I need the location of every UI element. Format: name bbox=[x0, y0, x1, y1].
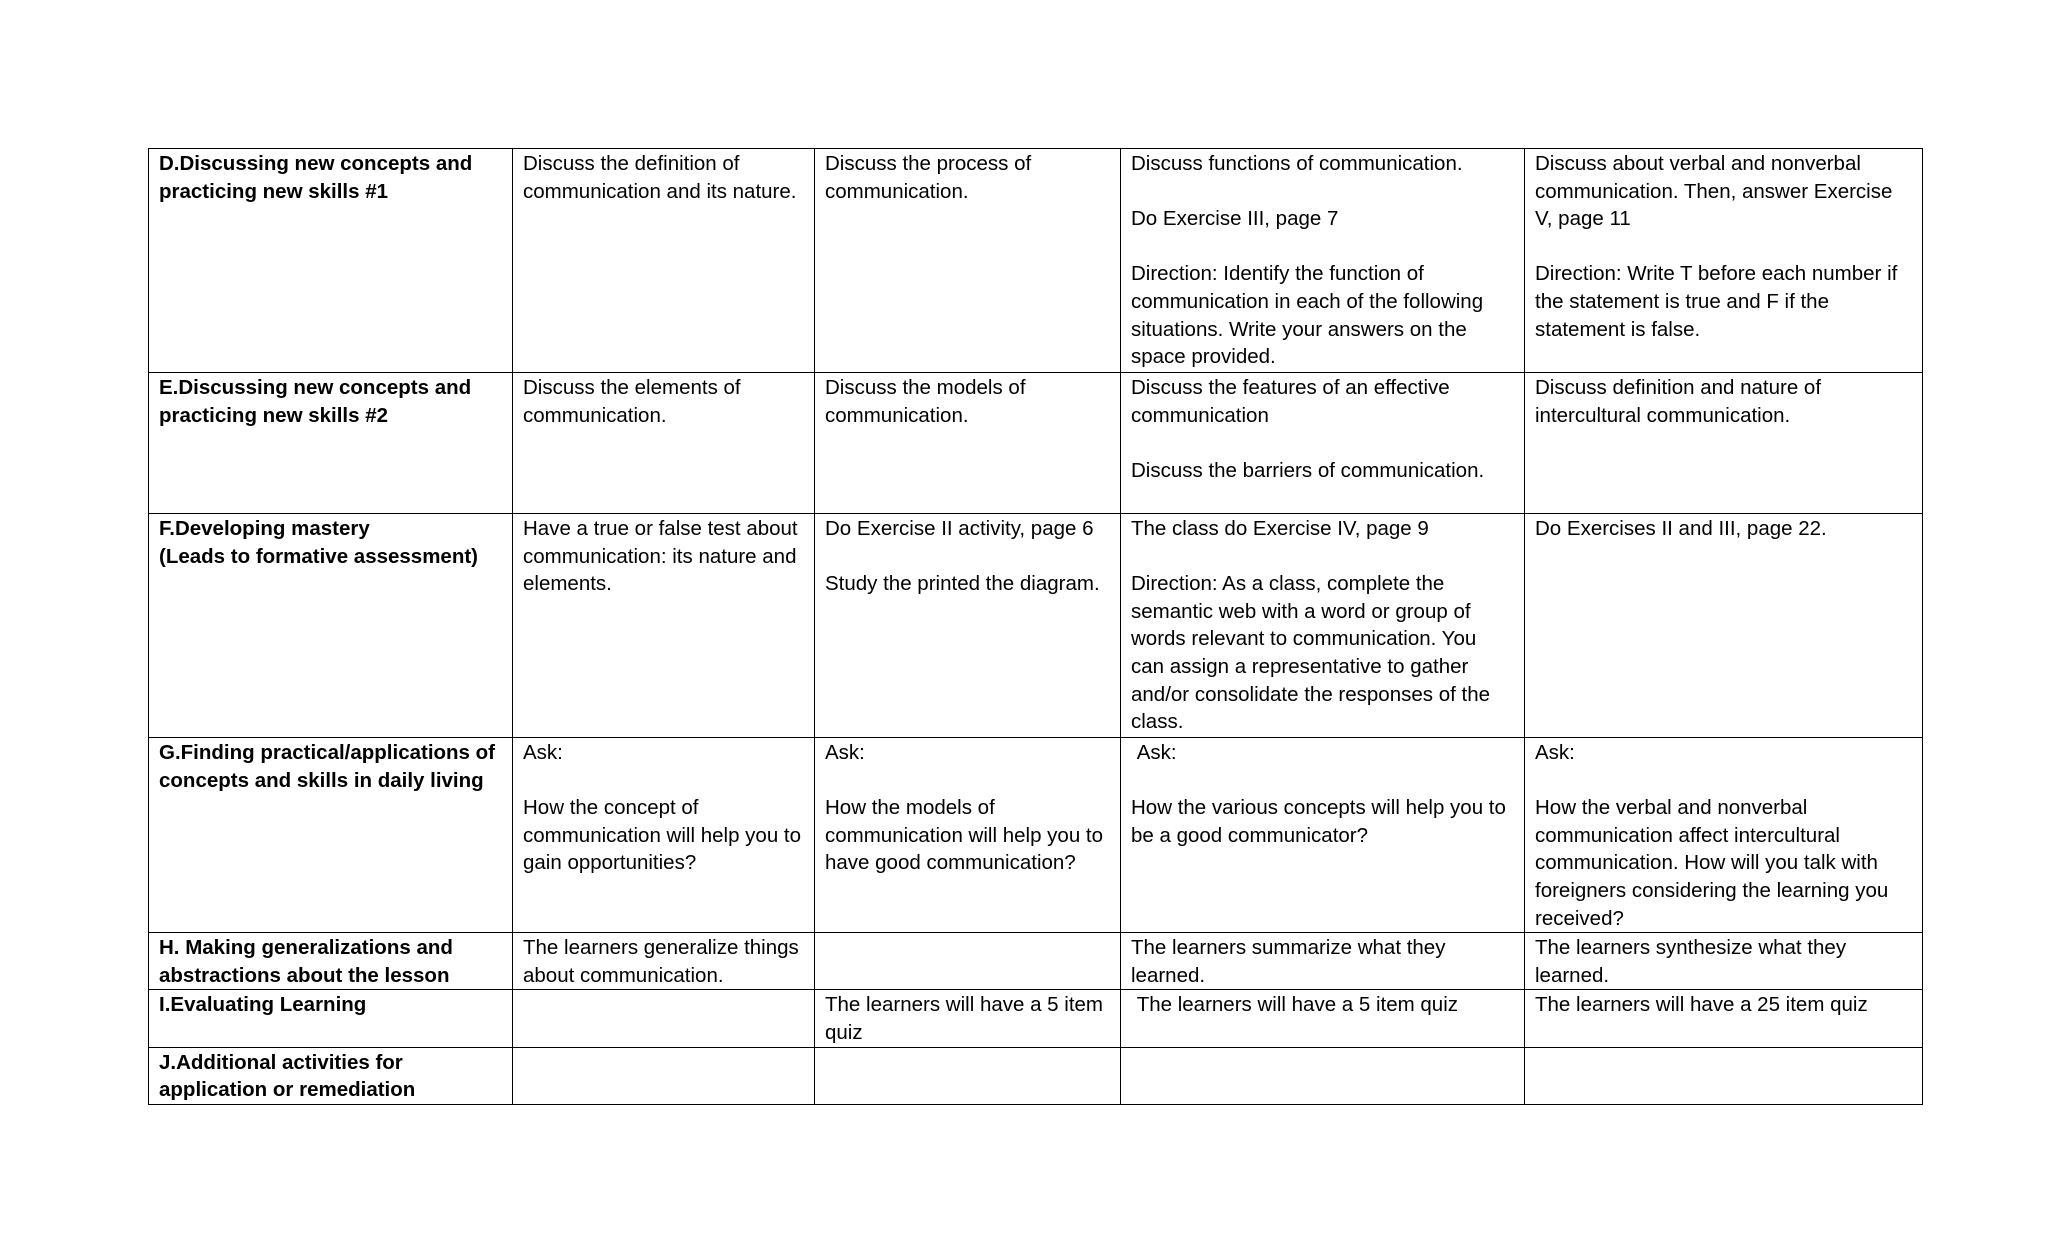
table-cell bbox=[1121, 738, 1525, 933]
cell-paragraph: Discuss the features of an effective communication bbox=[1131, 376, 1456, 427]
table-cell bbox=[815, 373, 1121, 514]
cell-paragraph: How the various concepts will help you to be a good communicator? bbox=[1131, 796, 1512, 847]
table-cell bbox=[1525, 373, 1923, 514]
table-row bbox=[149, 990, 1923, 1047]
table-cell bbox=[815, 990, 1121, 1047]
table-cell bbox=[815, 514, 1121, 738]
table-row bbox=[149, 373, 1923, 514]
cell-paragraph: Discuss functions of communication. bbox=[1131, 152, 1463, 175]
cell-paragraph: How the verbal and nonverbal communication affect intercultural communication. How will you talk with foreigners considering the learning you received? bbox=[1535, 796, 1894, 930]
cell-paragraph: Do Exercise II activity, page 6 bbox=[825, 517, 1094, 540]
table-cell bbox=[815, 933, 1121, 990]
table-cell bbox=[513, 149, 815, 373]
cell-paragraph: Direction: Write T before each number if the statement is true and F if the statement is false. bbox=[1535, 262, 1904, 341]
cell-paragraph: Discuss the process of communication. bbox=[825, 152, 1037, 203]
row-label: E.Discussing new concepts and practicing new skills #2 bbox=[149, 373, 513, 514]
table-cell bbox=[1121, 990, 1525, 1047]
table-cell bbox=[513, 373, 815, 514]
cell-paragraph: Discuss the definition of communication and its nature. bbox=[523, 152, 797, 203]
cell-paragraph: How the models of communication will help you to have good communication? bbox=[825, 796, 1109, 875]
cell-paragraph: Have a true or false test about communication: its nature and elements. bbox=[523, 517, 804, 596]
table-cell bbox=[1121, 373, 1525, 514]
table-row bbox=[149, 1047, 1923, 1104]
table-cell bbox=[815, 149, 1121, 373]
cell-paragraph: Discuss about verbal and nonverbal communication. Then, answer Exercise V, page 11 bbox=[1535, 152, 1899, 231]
row-label: D.Discussing new concepts and practicing new skills #1 bbox=[149, 149, 513, 373]
cell-paragraph: Discuss the models of communication. bbox=[825, 376, 1032, 427]
table-cell bbox=[1121, 933, 1525, 990]
table-cell bbox=[1525, 738, 1923, 933]
row-label: F.Developing mastery (Leads to formative assessment) bbox=[149, 514, 513, 738]
cell-paragraph: The learners generalize things about communication. bbox=[523, 936, 805, 987]
cell-paragraph: The learners summarize what they learned. bbox=[1131, 936, 1452, 987]
cell-paragraph: Direction: As a class, complete the semantic web with a word or group of words relevant to communication. You can assign a representative to gather and/or consolidate the responses of the class. bbox=[1131, 572, 1496, 734]
table-cell bbox=[1525, 514, 1923, 738]
cell-paragraph: Discuss the elements of communication. bbox=[523, 376, 747, 427]
lesson-plan-table bbox=[148, 148, 1923, 1105]
table-cell bbox=[513, 738, 815, 933]
cell-paragraph: The class do Exercise IV, page 9 bbox=[1131, 517, 1429, 540]
cell-paragraph: How the concept of communication will help you to gain opportunities? bbox=[523, 796, 807, 875]
cell-paragraph: Discuss the barriers of communication. bbox=[1131, 458, 1485, 482]
table-cell bbox=[1525, 990, 1923, 1047]
cell-paragraph: Do Exercises II and III, page 22. bbox=[1535, 517, 1827, 540]
cell-paragraph: Ask: bbox=[1131, 741, 1177, 764]
cell-paragraph: Study the printed the diagram. bbox=[825, 572, 1100, 596]
table-cell bbox=[1525, 933, 1923, 990]
table-row bbox=[149, 149, 1923, 373]
table-cell bbox=[1121, 514, 1525, 738]
cell-paragraph: The learners will have a 5 item quiz bbox=[825, 993, 1109, 1044]
cell-paragraph: Do Exercise III, page 7 bbox=[1131, 207, 1339, 231]
table-cell bbox=[513, 933, 815, 990]
table-cell bbox=[1525, 149, 1923, 373]
table-row bbox=[149, 738, 1923, 933]
lesson-plan-body bbox=[149, 149, 1923, 1105]
table-row bbox=[149, 514, 1923, 738]
row-label: J.Additional activities for application or remediation bbox=[149, 1047, 513, 1104]
table-cell bbox=[513, 514, 815, 738]
cell-paragraph: Discuss definition and nature of intercultural communication. bbox=[1535, 376, 1827, 427]
row-label: G.Finding practical/applications of concepts and skills in daily living bbox=[149, 738, 513, 933]
cell-paragraph: The learners will have a 5 item quiz bbox=[1131, 993, 1459, 1017]
cell-paragraph: The learners will have a 25 item quiz bbox=[1535, 993, 1868, 1017]
table-cell bbox=[815, 1047, 1121, 1104]
cell-paragraph: Ask: bbox=[1535, 741, 1575, 764]
cell-paragraph: Ask: bbox=[523, 741, 563, 764]
cell-paragraph: Ask: bbox=[825, 741, 865, 764]
table-cell bbox=[513, 1047, 815, 1104]
table-cell bbox=[1121, 149, 1525, 373]
cell-paragraph: Direction: Identify the function of communication in each of the following situations. Write your answers on the space provided. bbox=[1131, 262, 1489, 369]
row-label: H. Making generalizations and abstractions about the lesson bbox=[149, 933, 513, 990]
table-cell bbox=[1121, 1047, 1525, 1104]
table-row bbox=[149, 933, 1923, 990]
table-cell bbox=[1525, 1047, 1923, 1104]
table-cell bbox=[815, 738, 1121, 933]
row-label: I.Evaluating Learning bbox=[149, 990, 513, 1047]
table-cell bbox=[513, 990, 815, 1047]
cell-paragraph: The learners synthesize what they learned. bbox=[1535, 936, 1852, 987]
